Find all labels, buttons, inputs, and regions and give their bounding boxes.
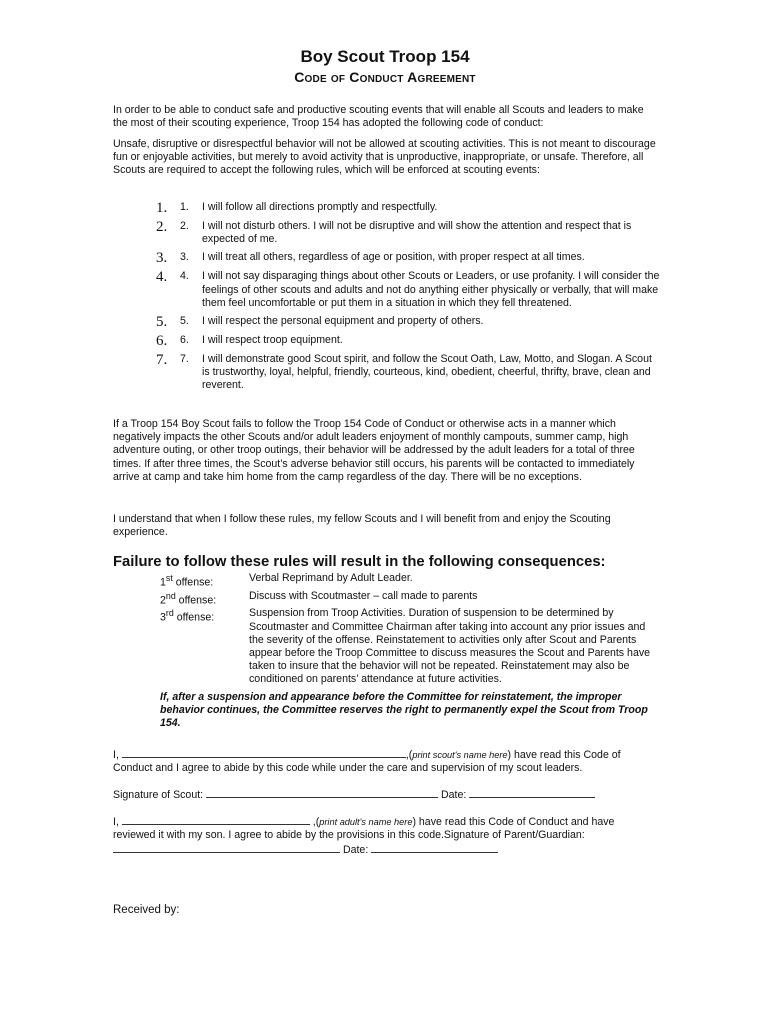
rule-text: I will respect the personal equipment and property of others. — [202, 315, 484, 328]
scout-name-field[interactable] — [122, 747, 406, 758]
rule-subnumber: 3. — [180, 251, 189, 264]
rule-subnumber: 6. — [180, 334, 189, 347]
rule-item — [156, 353, 661, 393]
consequence-row — [160, 607, 660, 686]
offense-consequence: Suspension from Troop Activities. Duration of suspension to be determined by Scoutmaster and Committee Chairman after taking into account any prior issues and the severity of the offense. Reinstatement to activities only after Scout and Parents appear before the Troop Committee to discuss measures the Scout and Parents have taken to insure that the behavior will not be repeated. Reinstatement may also be conditioned on parents’ attendance at future activities. — [249, 607, 651, 686]
scout-date-label: Date: — [438, 789, 470, 801]
scout-agreement-prefix: I, — [113, 749, 122, 761]
scout-agreement — [113, 747, 658, 775]
document-title: Boy Scout Troop 154 — [300, 47, 470, 66]
consequences-heading: Failure to follow these rules will result in the following consequences: — [113, 554, 606, 570]
rule-number: 1. — [156, 200, 168, 216]
rule-subnumber: 1. — [180, 201, 189, 213]
rule-number: 5. — [156, 314, 168, 331]
parent-signature-field[interactable] — [113, 842, 340, 853]
ordinal-suffix: rd — [165, 608, 174, 619]
rule-item — [156, 201, 661, 215]
rule-text: I will respect troop equipment. — [202, 334, 343, 347]
rule-number: 4. — [156, 269, 168, 286]
rule-item — [156, 334, 661, 348]
rule-subnumber: 5. — [180, 315, 189, 328]
offense-label-text: offense: — [173, 612, 215, 624]
offense-ordinal: 3 — [160, 612, 166, 624]
rule-subnumber: 2. — [180, 220, 189, 232]
rule-number: 3. — [156, 250, 168, 267]
rule-text: I will treat all others, regardless of age or position, with proper respect at all times. — [202, 251, 585, 264]
rule-subnumber: 7. — [180, 353, 189, 366]
parent-name-hint-open: ,( — [309, 816, 320, 828]
rule-number: 2. — [156, 219, 168, 235]
ordinal-suffix: nd — [165, 590, 176, 601]
rule-item — [156, 315, 661, 329]
consequences-list — [160, 572, 660, 687]
offense-label-text: offense: — [175, 594, 217, 607]
policy-paragraph: Unsafe, disruptive or disrespectful behavior will not be allowed at scouting activities. This is not meant to discourage fun or enjoyable activities, but merely to avoid activity that is unproductive, inappropriate, or unsafe. Therefore, all Scouts are required to accept the following rules, which will be enforced at scouting events: — [113, 138, 656, 177]
received-by-label: Received by: — [113, 904, 180, 916]
scout-name-hint-close: ) — [507, 749, 512, 761]
offense-label — [160, 607, 249, 686]
ordinal-suffix: st — [165, 573, 173, 583]
rule-text: I will not disturb others. I will not be disruptive and will show the attention and respect that is expected of me. — [202, 220, 632, 246]
offense-consequence: Verbal Reprimand by Adult Leader. — [249, 572, 413, 584]
scout-signature-label: Signature of Scout: — [113, 789, 207, 801]
rule-text: I will not say disparaging things about other Scouts or Leaders, or use profanity. I will consider the feelings of other scouts and adults and not do anything either physically or verbally, that will make them feel uncomfortable or put them in a situation in which they fell threatened. — [202, 270, 660, 309]
scout-agreement-text: have read this Code of Conduct and I agree to abide by this code while under the care and supervision of my scout leaders. — [113, 749, 621, 775]
rule-text: I will demonstrate good Scout spirit, and follow the Scout Oath, Law, Motto, and Slogan. A Scout is trustworthy, loyal, helpful, friendly, courteous, kind, obedient, cheerful, thrifty, brave, clean and reverent. — [202, 353, 652, 392]
rule-number: 7. — [156, 352, 168, 369]
rule-item — [156, 251, 661, 265]
parent-agreement-prefix: I, — [113, 816, 122, 828]
rule-subnumber: 4. — [180, 270, 189, 283]
rule-item — [156, 220, 661, 246]
scout-name-hint-open: ,( — [405, 749, 413, 761]
parent-name-hint-close: ) — [412, 816, 416, 828]
parent-name-hint: print adult's name here — [319, 817, 413, 827]
scout-signature-field[interactable] — [206, 787, 438, 798]
parent-date-field[interactable] — [371, 842, 498, 853]
rule-text: I will follow all directions promptly and respectfully. — [202, 201, 438, 213]
offense-label-text: offense: — [172, 576, 214, 589]
rules-list — [156, 201, 661, 398]
offense-ordinal: 2 — [160, 594, 166, 607]
understanding-paragraph: I understand that when I follow these rules, my fellow Scouts and I will benefit from and enjoy the Scouting experience. — [113, 513, 611, 539]
offense-label — [160, 590, 249, 608]
failure-paragraph: If a Troop 154 Boy Scout fails to follow the Troop 154 Code of Conduct or otherwise acts in a manner which negatively impacts the other Scouts and/or adult leaders enjoyment of monthly campouts, summer camp, high adventure outing, or other troop outings, their behavior will be addressed by the adult leaders for a total of three times. If after three times, the Scout’s adverse behavior still occurs, his parents will be contacted to immediately arrive at camp and take him home from the camp regardless of the day. There will be no exceptions. — [113, 418, 635, 483]
consequence-row — [160, 590, 660, 608]
scout-signature-line — [113, 787, 658, 802]
parent-agreement-text: have read this Code of Conduct and have reviewed it with my son. I agree to abide by the provisions in this code.Signature of Parent/Guardian: — [113, 816, 615, 842]
scout-name-hint: print scout's name here — [412, 750, 508, 760]
parent-name-field[interactable] — [122, 814, 310, 825]
parent-agreement — [113, 814, 658, 858]
rule-number: 6. — [156, 333, 168, 350]
document-subtitle: Code of Conduct Agreement — [294, 69, 476, 85]
parent-date-label: Date: — [340, 844, 372, 857]
expulsion-note: If, after a suspension and appearance before the Committee for reinstatement, the improper behavior continues, the Committee reserves the right to permanently expel the Scout from Troop 154. — [160, 691, 648, 730]
intro-paragraph: In order to be able to conduct safe and productive scouting events that will enable all Scouts and leaders to make the most of their scouting experience, Troop 154 has adopted the following code of conduct: — [113, 104, 644, 130]
scout-date-field[interactable] — [469, 787, 595, 798]
consequence-row — [160, 572, 660, 590]
offense-ordinal: 1 — [160, 576, 166, 589]
offense-label — [160, 572, 249, 590]
offense-consequence: Discuss with Scoutmaster – call made to parents — [249, 589, 478, 602]
rule-item — [156, 270, 661, 310]
